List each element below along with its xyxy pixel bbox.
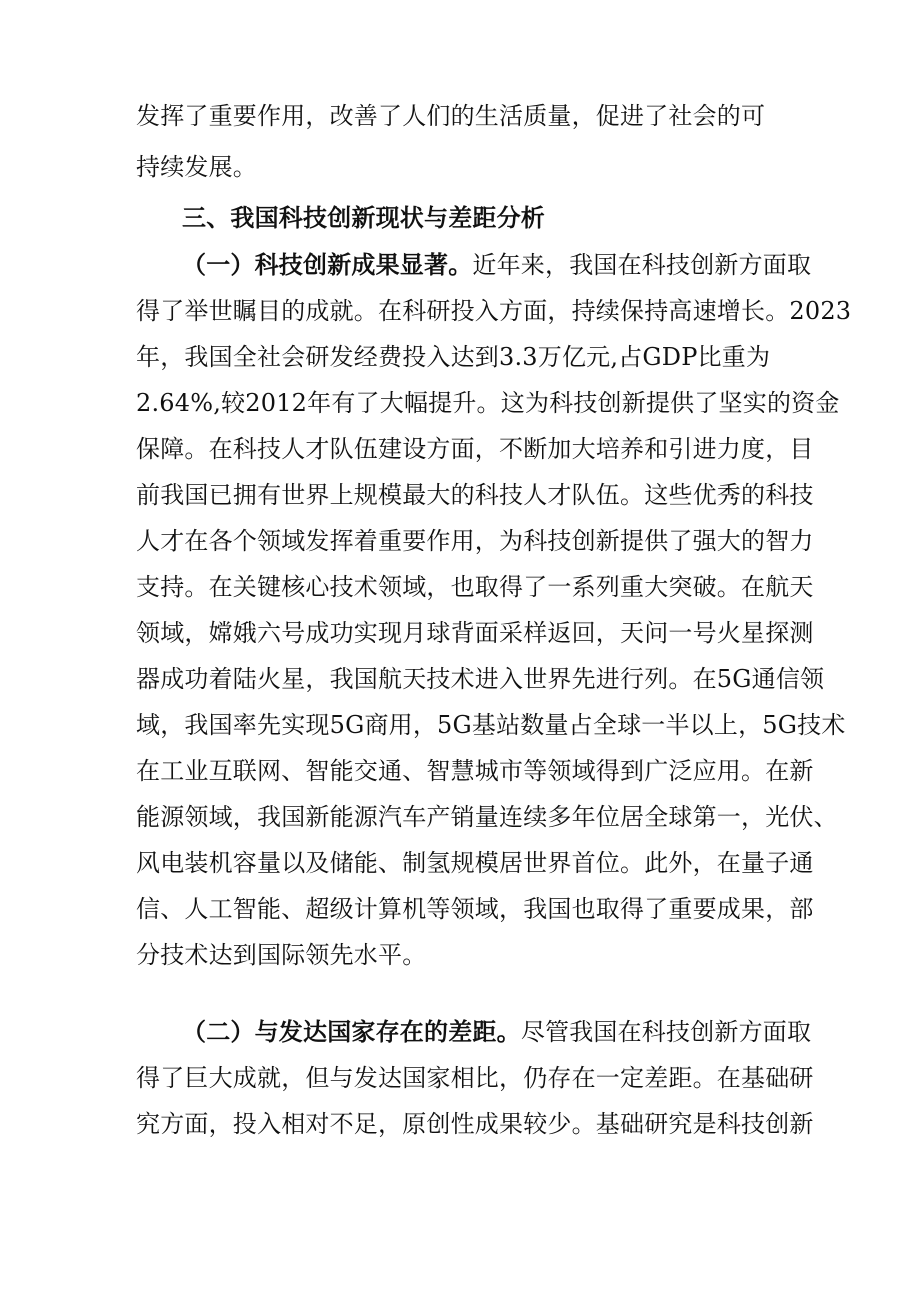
body-text-line: 得了举世瞩目的成就。在科研投入方面，持续保持高速增长。2023 (136, 297, 852, 325)
body-text-line: 持续发展。 (136, 153, 257, 181)
body-text-line: 风电装机容量以及储能、制氢规模居世界首位。此外，在量子通 (136, 849, 814, 877)
body-text-line: 器成功着陆火星，我国航天技术进入世界先进行列。在5G通信领 (136, 665, 825, 693)
body-text-line: 在工业互联网、智能交通、智慧城市等领域得到广泛应用。在新 (136, 757, 814, 785)
body-text-line: 信、人工智能、超级计算机等领域，我国也取得了重要成果，部 (136, 895, 814, 923)
paragraph-first-line (182, 250, 811, 280)
body-text-line: 能源领域，我国新能源汽车产销量连续多年位居全球第一，光伏、 (136, 803, 838, 831)
body-text-line: 得了巨大成就，但与发达国家相比，仍存在一定差距。在基础研 (136, 1064, 814, 1092)
body-text-line: 域，我国率先实现5G商用，5G基站数量占全球一半以上，5G技术 (136, 711, 846, 739)
section-heading: 三、我国科技创新现状与差距分析 (182, 203, 545, 232)
paragraph-text: 尽管我国在科技创新方面取 (520, 1018, 812, 1046)
body-text-line: 人才在各个领域发挥着重要作用，为科技创新提供了强大的智力 (136, 527, 814, 555)
body-text-line: 前我国已拥有世界上规模最大的科技人才队伍。这些优秀的科技 (136, 481, 814, 509)
body-text-line: 分技术达到国际领先水平。 (136, 941, 427, 969)
body-text-line: 发挥了重要作用，改善了人们的生活质量，促进了社会的可 (136, 102, 766, 130)
paragraph-lead: （二）与发达国家存在的差距。 (182, 1017, 521, 1046)
body-text-line: 保障。在科技人才队伍建设方面，不断加大培养和引进力度，目 (136, 435, 814, 463)
body-text-line: 究方面，投入相对不足，原创性成果较少。基础研究是科技创新 (136, 1110, 814, 1138)
paragraph-first-line (182, 1017, 811, 1047)
body-text-line: 支持。在关键核心技术领域，也取得了一系列重大突破。在航天 (136, 573, 814, 601)
paragraph-lead: （一）科技创新成果显著。 (182, 250, 473, 279)
body-text-line: 年，我国全社会研发经费投入达到3.3万亿元,占GDP比重为 (136, 343, 771, 371)
paragraph-text: 近年来，我国在科技创新方面取 (472, 251, 812, 279)
body-text-line: 2.64%,较2012年有了大幅提升。这为科技创新提供了坚实的资金 (136, 389, 840, 417)
body-text-line: 领域，嫦娥六号成功实现月球背面采样返回，天问一号火星探测 (136, 619, 814, 647)
